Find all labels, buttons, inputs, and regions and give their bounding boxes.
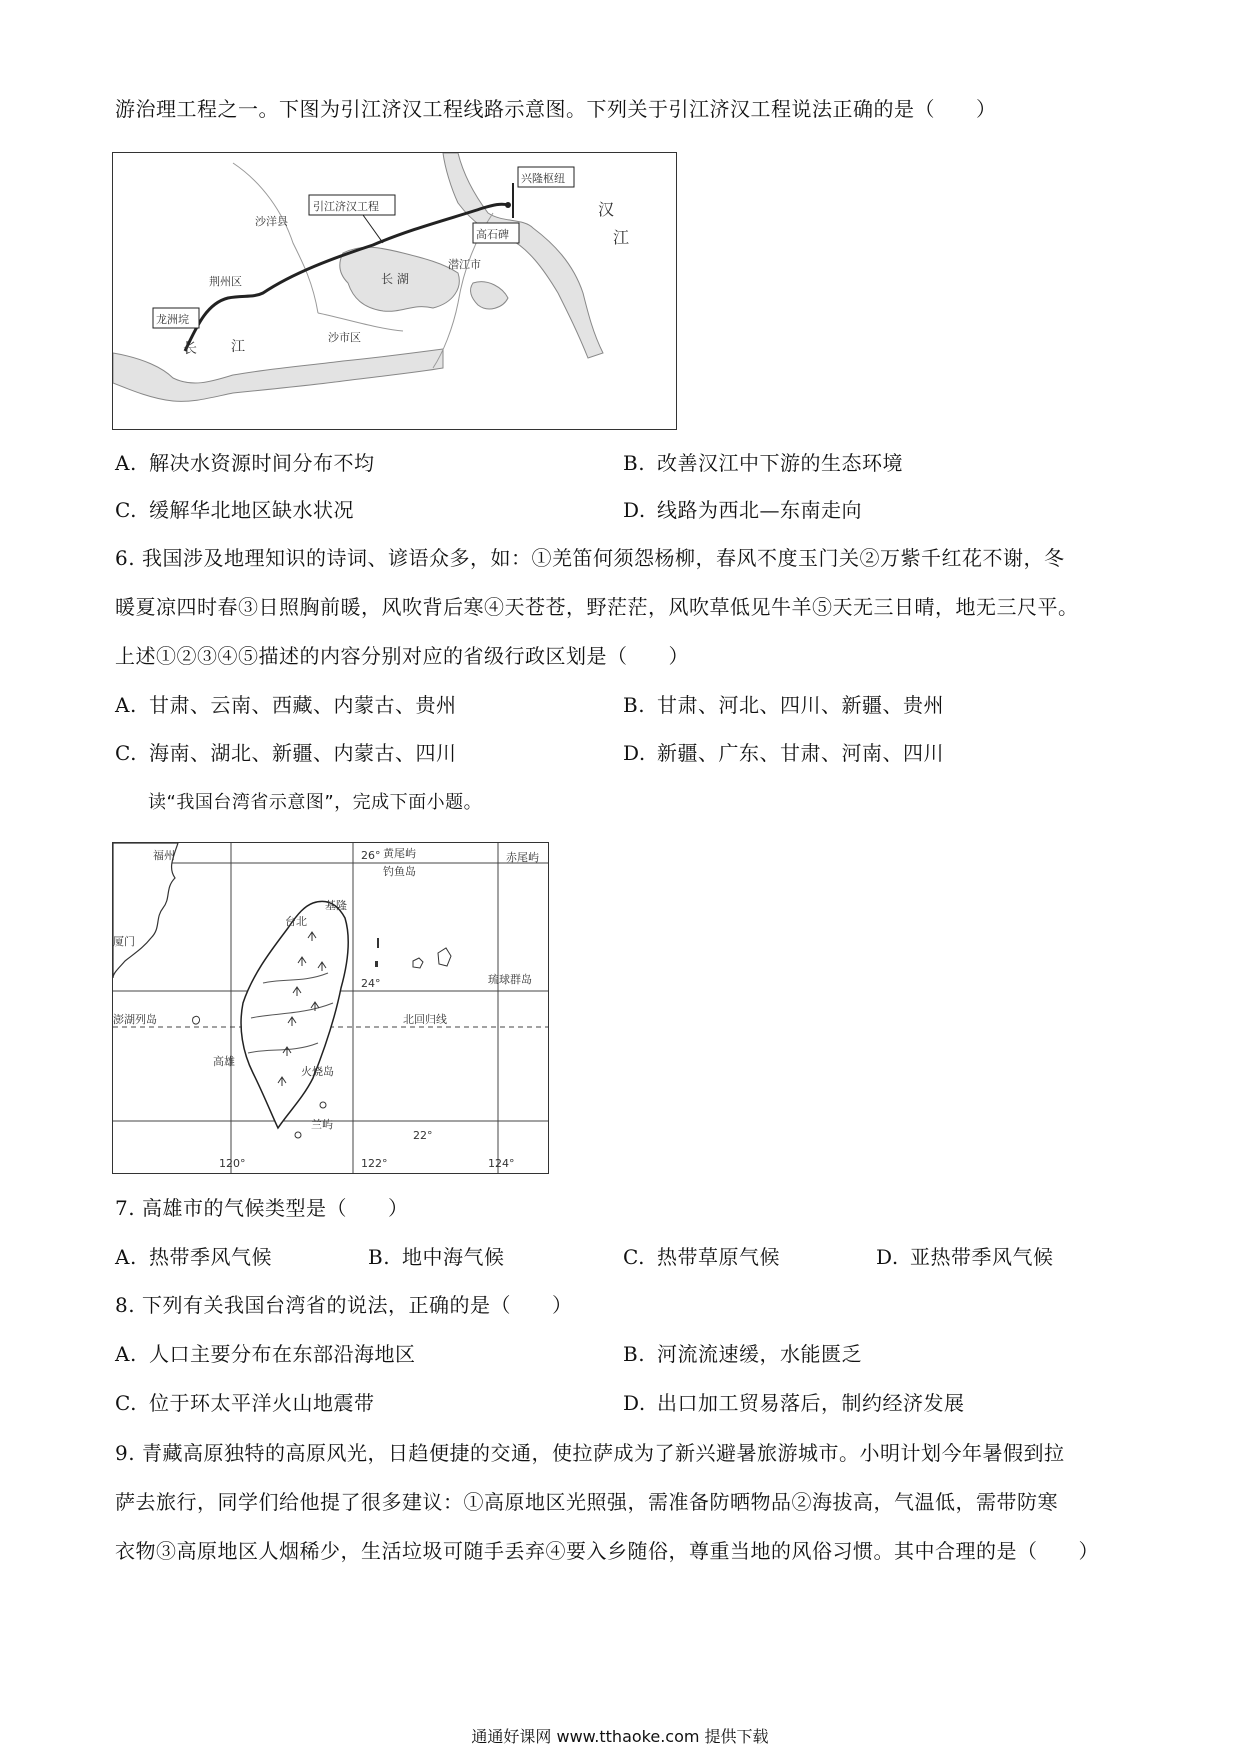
label-han-2: 江 bbox=[613, 228, 630, 247]
q6-line-3: 上述①②③④⑤描述的内容分别对应的省级行政区划是（ ） bbox=[115, 644, 689, 668]
label-chiwei: 赤尾屿 bbox=[506, 851, 539, 864]
label-ryukyu: 琉球群岛 bbox=[488, 973, 532, 986]
label-lat24: 24° bbox=[361, 977, 381, 990]
label-huangwei: 黄尾屿 bbox=[383, 847, 416, 860]
reading-prompt: 读“我国台湾省示意图”，完成下面小题。 bbox=[148, 792, 483, 813]
label-longzhouyuan: 龙洲垸 bbox=[156, 313, 189, 326]
q7-stem: 7. 高雄市的气候类型是（ ） bbox=[115, 1196, 409, 1220]
q7-option-c: C. 热带草原气候 bbox=[623, 1245, 780, 1269]
q6-option-b: B. 甘肃、河北、四川、新疆、贵州 bbox=[623, 693, 944, 717]
q5-option-c: C. 缓解华北地区缺水状况 bbox=[115, 498, 354, 522]
label-xiamen: 厦门 bbox=[113, 935, 135, 948]
q6-option-a: A. 甘肃、云南、西藏、内蒙古、贵州 bbox=[115, 693, 457, 717]
q5-option-a: A. 解决水资源时间分布不均 bbox=[115, 451, 375, 475]
label-diaoyu: 钓鱼岛 bbox=[383, 865, 416, 878]
label-lon122: 122° bbox=[361, 1157, 388, 1170]
q8-option-d: D. 出口加工贸易落后，制约经济发展 bbox=[623, 1391, 965, 1415]
q8-option-b: B. 河流流速缓，水能匮乏 bbox=[623, 1342, 862, 1366]
q8-option-a: A. 人口主要分布在东部沿海地区 bbox=[115, 1342, 416, 1366]
q8-stem: 8. 下列有关我国台湾省的说法，正确的是（ ） bbox=[115, 1293, 573, 1317]
q9-line-2: 萨去旅行，同学们给他提了很多建议：①高原地区光照强，需准备防晒物品②海拔高，气温低，需带防寒 bbox=[115, 1490, 1058, 1514]
label-huoshao: 火烧岛 bbox=[301, 1065, 334, 1078]
q9-line-3: 衣物③高原地区人烟稀少，生活垃圾可随手丢弃④要入乡随俗，尊重当地的风俗习惯。其中合理的是（ ） bbox=[115, 1539, 1099, 1563]
q7-option-d: D. 亚热带季风气候 bbox=[876, 1245, 1054, 1269]
label-changhu: 长 湖 bbox=[381, 272, 409, 286]
label-kaohsiung: 高雄 bbox=[213, 1055, 235, 1068]
q6-line-2: 暖夏凉四时春③日照胸前暖，风吹背后寒④天苍苍，野茫茫，风吹草低见牛羊⑤天无三日晴，地无三尺平。 bbox=[115, 595, 1079, 619]
yinjiang-map bbox=[112, 152, 677, 430]
label-changjiang-2: 江 bbox=[231, 339, 245, 355]
label-keelung: 基隆 bbox=[325, 899, 347, 912]
q5-option-d: D. 线路为西北—东南走向 bbox=[623, 498, 862, 522]
q5-stem-tail: 游治理工程之一。下图为引江济汉工程线路示意图。下列关于引江济汉工程说法正确的是（ ） bbox=[115, 97, 997, 121]
label-lat26: 26° bbox=[361, 849, 381, 862]
label-lon120: 120° bbox=[219, 1157, 246, 1170]
label-fuzhou: 福州 bbox=[153, 849, 175, 862]
label-taipei: 台北 bbox=[285, 915, 307, 928]
q5-option-b: B. 改善汉江中下游的生态环境 bbox=[623, 451, 903, 475]
label-penghu: 澎湖列岛 bbox=[113, 1013, 157, 1026]
taiwan-map bbox=[112, 842, 549, 1174]
label-gaoshibei: 高石碑 bbox=[476, 228, 509, 241]
q7-option-a: A. 热带季风气候 bbox=[115, 1245, 272, 1269]
label-han-1: 汉 bbox=[598, 200, 615, 219]
label-project: 引江济汉工程 bbox=[313, 200, 379, 213]
page-footer: 通通好课网 www.tthaoke.com 提供下载 bbox=[471, 1727, 769, 1746]
label-xinglong: 兴隆枢纽 bbox=[521, 172, 565, 185]
label-lon124: 124° bbox=[488, 1157, 515, 1170]
label-qianjiang: 潜江市 bbox=[448, 258, 481, 271]
label-tropic: 北回归线 bbox=[403, 1013, 447, 1026]
label-jingzhou: 荆州区 bbox=[209, 275, 242, 288]
label-lat22: 22° bbox=[413, 1129, 433, 1142]
q7-option-b: B. 地中海气候 bbox=[368, 1245, 505, 1269]
label-shayang: 沙洋县 bbox=[255, 215, 288, 228]
label-shashi: 沙市区 bbox=[328, 331, 361, 344]
q9-line-1: 9. 青藏高原独特的高原风光，日趋便捷的交通，使拉萨成为了新兴避暑旅游城市。小明计划今年暑假到拉 bbox=[115, 1441, 1065, 1465]
label-changjiang-1: 长 bbox=[183, 341, 197, 357]
q6-line-1: 6. 我国涉及地理知识的诗词、谚语众多，如：①羌笛何须怨杨柳，春风不度玉门关②万紫千红花不谢，冬 bbox=[115, 546, 1065, 570]
label-lanyu: 兰屿 bbox=[311, 1118, 333, 1131]
q6-option-d: D. 新疆、广东、甘肃、河南、四川 bbox=[623, 741, 944, 765]
q6-option-c: C. 海南、湖北、新疆、内蒙古、四川 bbox=[115, 741, 457, 765]
q8-option-c: C. 位于环太平洋火山地震带 bbox=[115, 1391, 375, 1415]
